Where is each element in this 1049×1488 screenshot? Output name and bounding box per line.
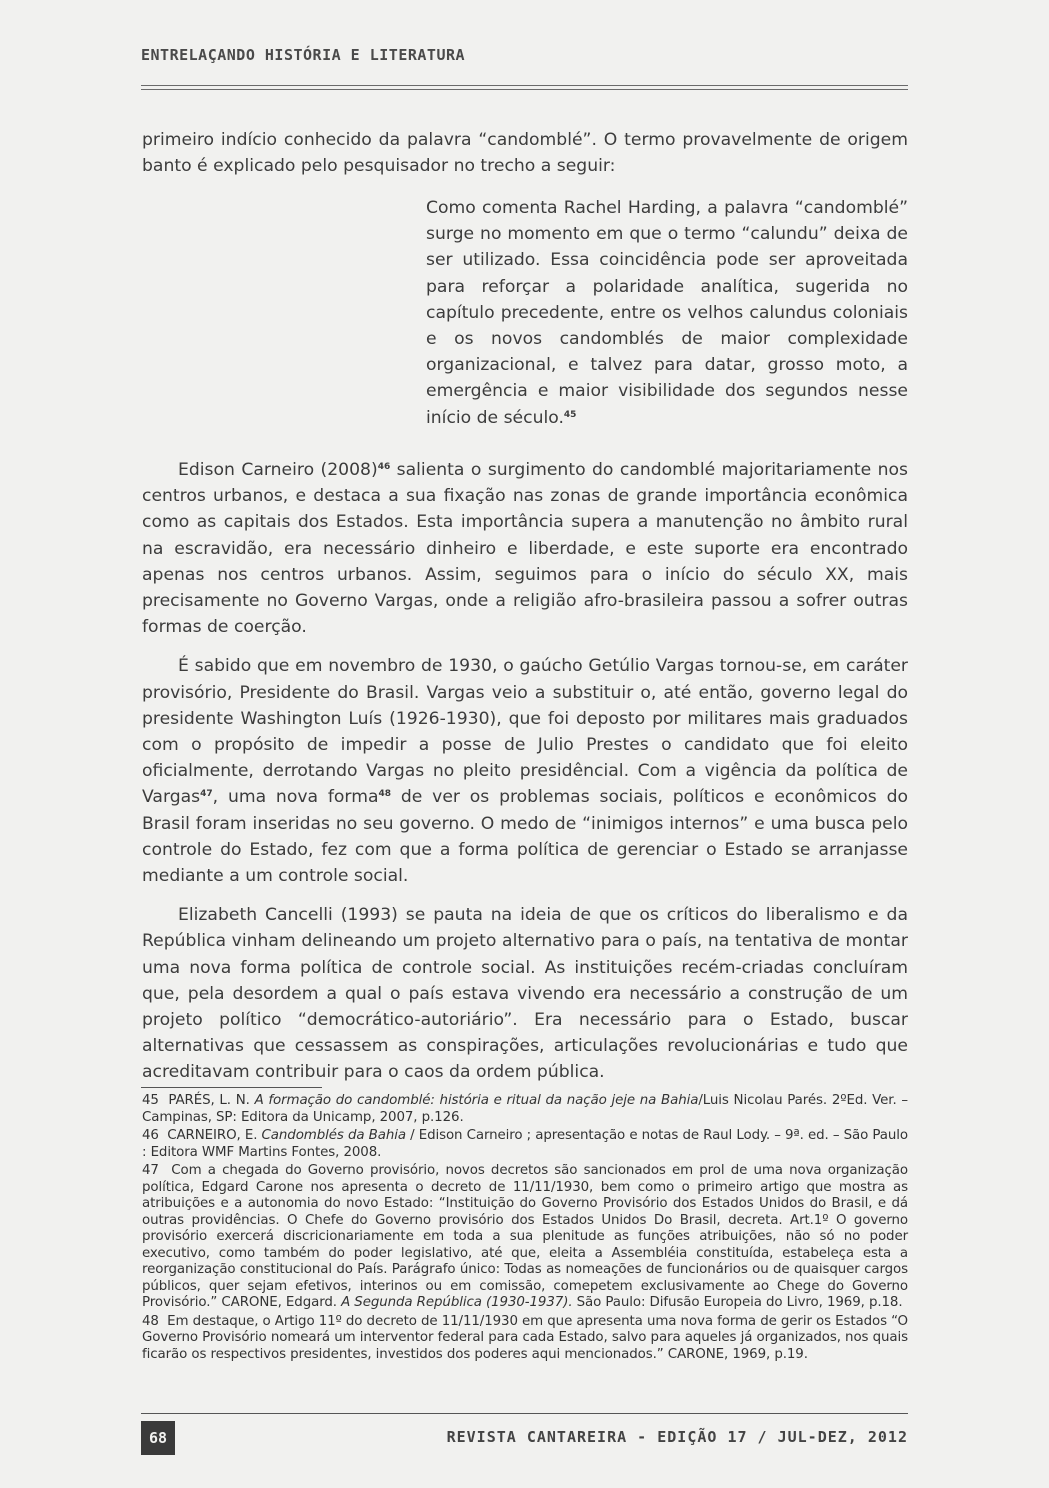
footnote-number: 45 <box>142 1093 159 1108</box>
block-quote <box>426 195 908 431</box>
journal-title: REVISTA CANTAREIRA - EDIÇÃO 17 / JUL-DEZ, 2012 <box>446 1428 908 1446</box>
footnotes <box>142 1093 908 1365</box>
footnote-title: A formação do candomblé: história e ritual da nação jeje na Bahia <box>254 1093 699 1108</box>
footnote-text: CARNEIRO, E. <box>167 1128 262 1143</box>
footnote-ref-45[interactable]: 45 <box>563 409 577 420</box>
paragraph-text: salienta o surgimento do candomblé majoritariamente nos centros urbanos, e destaca a sua fixação nas zonas de grande importância econômica como as capitais dos Estados. Esta importância supera a manutenção no âmbito rural na escravidão, era necessário dinheiro e liberdade, e este suporte era encontrado apenas nos centros urbanos. Assim, seguimos para o início do século XX, mais precisamente no Governo Vargas, onde a religião afro-brasileira passou a sofrer outras formas de coerção. <box>142 460 909 638</box>
page-number: 68 <box>141 1421 175 1455</box>
intro-paragraph <box>142 127 908 179</box>
footnote-ref-48[interactable]: 48 <box>378 789 392 800</box>
footnote-text: / Edison Carneiro ; apresentação e notas de Raul Lody. – 9ª. ed. – São Paulo : Editora WMF Martins Fontes, 2008. <box>142 1128 908 1160</box>
footnote-46 <box>142 1128 908 1161</box>
footnote-text: PARÉS, L. N. <box>168 1093 255 1108</box>
footnote-text: Em destaque, o Artigo 11º do decreto de 11/11/1930 em que apresenta uma nova forma de gerir os Estados “O Governo Provisório nomeará um interventor federal para cada Estado, salvo para aqueles já organizados, nos quais ficarão os respectivos presidentes, investidos dos poderes aqui mencionados.” CARONE, 1969, p.19. <box>142 1313 908 1362</box>
main-text <box>142 457 908 1086</box>
running-title: ENTRELAÇANDO HISTÓRIA E LITERATURA <box>141 46 466 64</box>
footnote-title: Candomblés da Bahia <box>261 1128 406 1143</box>
footnote-ref-47[interactable]: 47 <box>200 789 213 800</box>
paragraph-carneiro <box>142 457 908 640</box>
paragraph-vargas <box>142 653 908 889</box>
header-rule-top <box>141 85 908 86</box>
footnote-47 <box>142 1163 908 1312</box>
footer-rule <box>141 1413 908 1414</box>
footnote-text: Com a chegada do Governo provisório, novos decretos são sancionados em prol de uma nova organização política, Edgard Carone nos apresenta o decreto de 11/11/1930, bem como o primeiro artigo que mostra as atribuições e a autonomia do novo Estado: “Instituição do Governo Provisório dos Estados Unidos do Brasil, e dá outras providências. O Chefe do Governo provisório dos Estados Unidos Do Brasil, decreta. Art.1º O governo provisório exercerá discricionariamente em toda a sua plenitude as funções atribuições, não só no poder executivo, como também do poder legislativo, até que, eleita a Assembléia constituída, estabeleça esta a reorganização constitucional do País. Parágrafo único: Todas as nomeações de funcionários ou de quaisquer cargos públicos, quer sejam efetivos, interinos ou em comissão, comepetem exclusivamente ao Chege do Governo Provisório.” CARONE, Edgard. <box>142 1163 908 1310</box>
footnote-rule <box>141 1087 322 1088</box>
footnote-ref-46[interactable]: 46 <box>377 462 391 472</box>
footnote-text: /Luis Nicolau Parés. 2ºEd. Ver. – Campinas, SP: Editora da Unicamp, 2007, p.126. <box>142 1093 908 1125</box>
footnote-48 <box>142 1314 908 1364</box>
footnote-45 <box>142 1093 908 1126</box>
footnote-text: São Paulo: Difusão Europeia do Livro, 1969, p.18. <box>572 1295 903 1310</box>
footnote-number: 47 <box>142 1163 159 1178</box>
paragraph-text: Edison Carneiro (2008) <box>178 460 378 480</box>
footnote-title: A Segunda República (1930-1937). <box>341 1295 573 1310</box>
header-rule-bottom <box>141 89 908 90</box>
paragraph-cancelli: Elizabeth Cancelli (1993) se pauta na ideia de que os críticos do liberalismo e da República vinham delineando um projeto alternativo para o país, na tentativa de montar uma nova forma política de controle social. As instituições recém-criadas concluíram que, pela desordem a qual o país estava vivendo era necessário a construção de um projeto político “democrático-autoriário”. Era necessário para o Estado, buscar alternativas que cessassem as conspirações, articulações revolucionárias e tudo que acreditavam contribuir para o caos da ordem pública. <box>142 905 908 1083</box>
quote-text: Como comenta Rachel Harding, a palavra “candomblé” surge no momento em que o termo “calundu” deixa de ser utilizado. Essa coincidência pode ser aproveitada para reforçar a polaridade analítica, sugerida no capítulo precedente, entre os velhos calundus coloniais e os novos candomblés de maior complexidade organizacional, e talvez para datar, grosso moto, a emergência e maior visibilidade dos segundos nesse início de século. <box>426 198 908 428</box>
footnote-number: 46 <box>142 1128 159 1143</box>
intro-text: primeiro indício conhecido da palavra “candomblé”. O termo provavelmente de origem banto é explicado pelo pesquisador no trecho a seguir: <box>142 130 908 177</box>
paragraph-text: de ver os problemas sociais, políticos e econômicos do Brasil foram inseridas no seu governo. O medo de “inimigos internos” e uma busca pelo controle do Estado, fez com que a forma política de gerenciar o Estado se arranjasse mediante a um controle social. <box>142 787 908 887</box>
paragraph-text: É sabido que em novembro de 1930, o gaúcho Getúlio Vargas tornou-se, em caráter provisório, Presidente do Brasil. Vargas veio a substituir o, até então, governo legal do presidente Washington Luís (1926-1930), que foi deposto por militares mais graduados com o propósito de impedir a posse de Julio Prestes o candidato que foi eleito oficialmente, derrotando Vargas no pleito presidêncial. Com a vigência da política de Vargas <box>142 656 908 808</box>
footnote-number: 48 <box>142 1313 159 1329</box>
paragraph-text: , uma nova forma <box>212 787 379 808</box>
